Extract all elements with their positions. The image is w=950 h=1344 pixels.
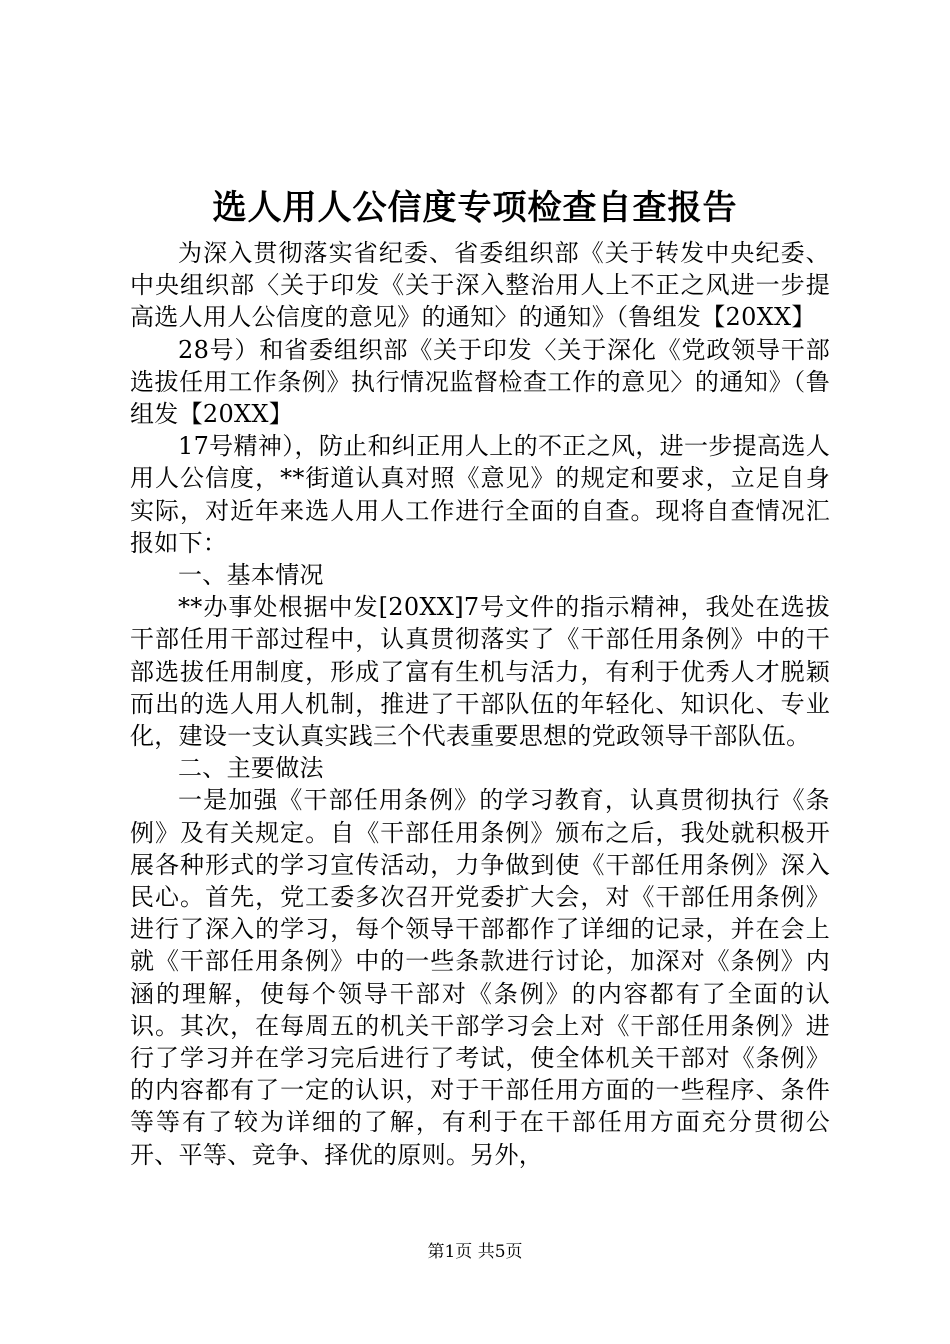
document-body [130, 237, 830, 1171]
page-number-footer: 第1页 共5页 [427, 1242, 523, 1262]
document-title: 选人用人公信度专项检查自查报告 [212, 188, 738, 228]
paragraph: **办事处根据中发[20XX]7号文件的指示精神，我处在选拔干部任用干部过程中，认真贯彻落实了《干部任用条例》中的干部选拔任用制度，形成了富有生机与活力，有利于优秀人才脱颖而出的选人用人机制，推进了干部队伍的年轻化、知识化、专业化，建设一支认真实践三个代表重要思想的党政领导干部队伍。 [130, 593, 830, 751]
paragraph: 28号）和省委组织部《关于印发〈关于深化《党政领导干部选拔任用工作条例》执行情况监督检查工作的意见〉的通知》（鲁组发【20XX】 [130, 335, 830, 429]
paragraph: 为深入贯彻落实省纪委、省委组织部《关于转发中央纪委、中央组织部〈关于印发《关于深入整治用人上不正之风进一步提高选人用人公信度的意见》的通知〉的通知》（鲁组发【20XX】 [130, 239, 830, 332]
section-heading: 一、基本情况 [178, 561, 324, 590]
section-heading: 二、主要做法 [178, 754, 324, 783]
paragraph: 17号精神），防止和纠正用人上的不正之风，进一步提高选人用人公信度，**街道认真对照《意见》的规定和要求，立足自身实际，对近年来选人用人工作进行全面的自查。现将自查情况汇报如下： [130, 432, 830, 557]
paragraph: 一是加强《干部任用条例》的学习教育，认真贯彻执行《条例》及有关规定。自《干部任用条例》颁布之后，我处就积极开展各种形式的学习宣传活动，力争做到使《干部任用条例》深入民心。首先，党工委多次召开党委扩大会，对《干部任用条例》进行了深入的学习，每个领导干部都作了详细的记录，并在会上就《干部任用条例》中的一些条款进行讨论，加深对《条例》内涵的理解，使每个领导干部对《条例》的内容都有了全面的认识。其次，在每周五的机关干部学习会上对《干部任用条例》进行了学习并在学习完后进行了考试，使全体机关干部对《条例》的内容都有了一定的认识，对于干部任用方面的一些程序、条件等等有了较为详细的了解，有利于在干部任用方面充分贯彻公开、平等、竞争、择优的原则。另外， [130, 786, 830, 1169]
